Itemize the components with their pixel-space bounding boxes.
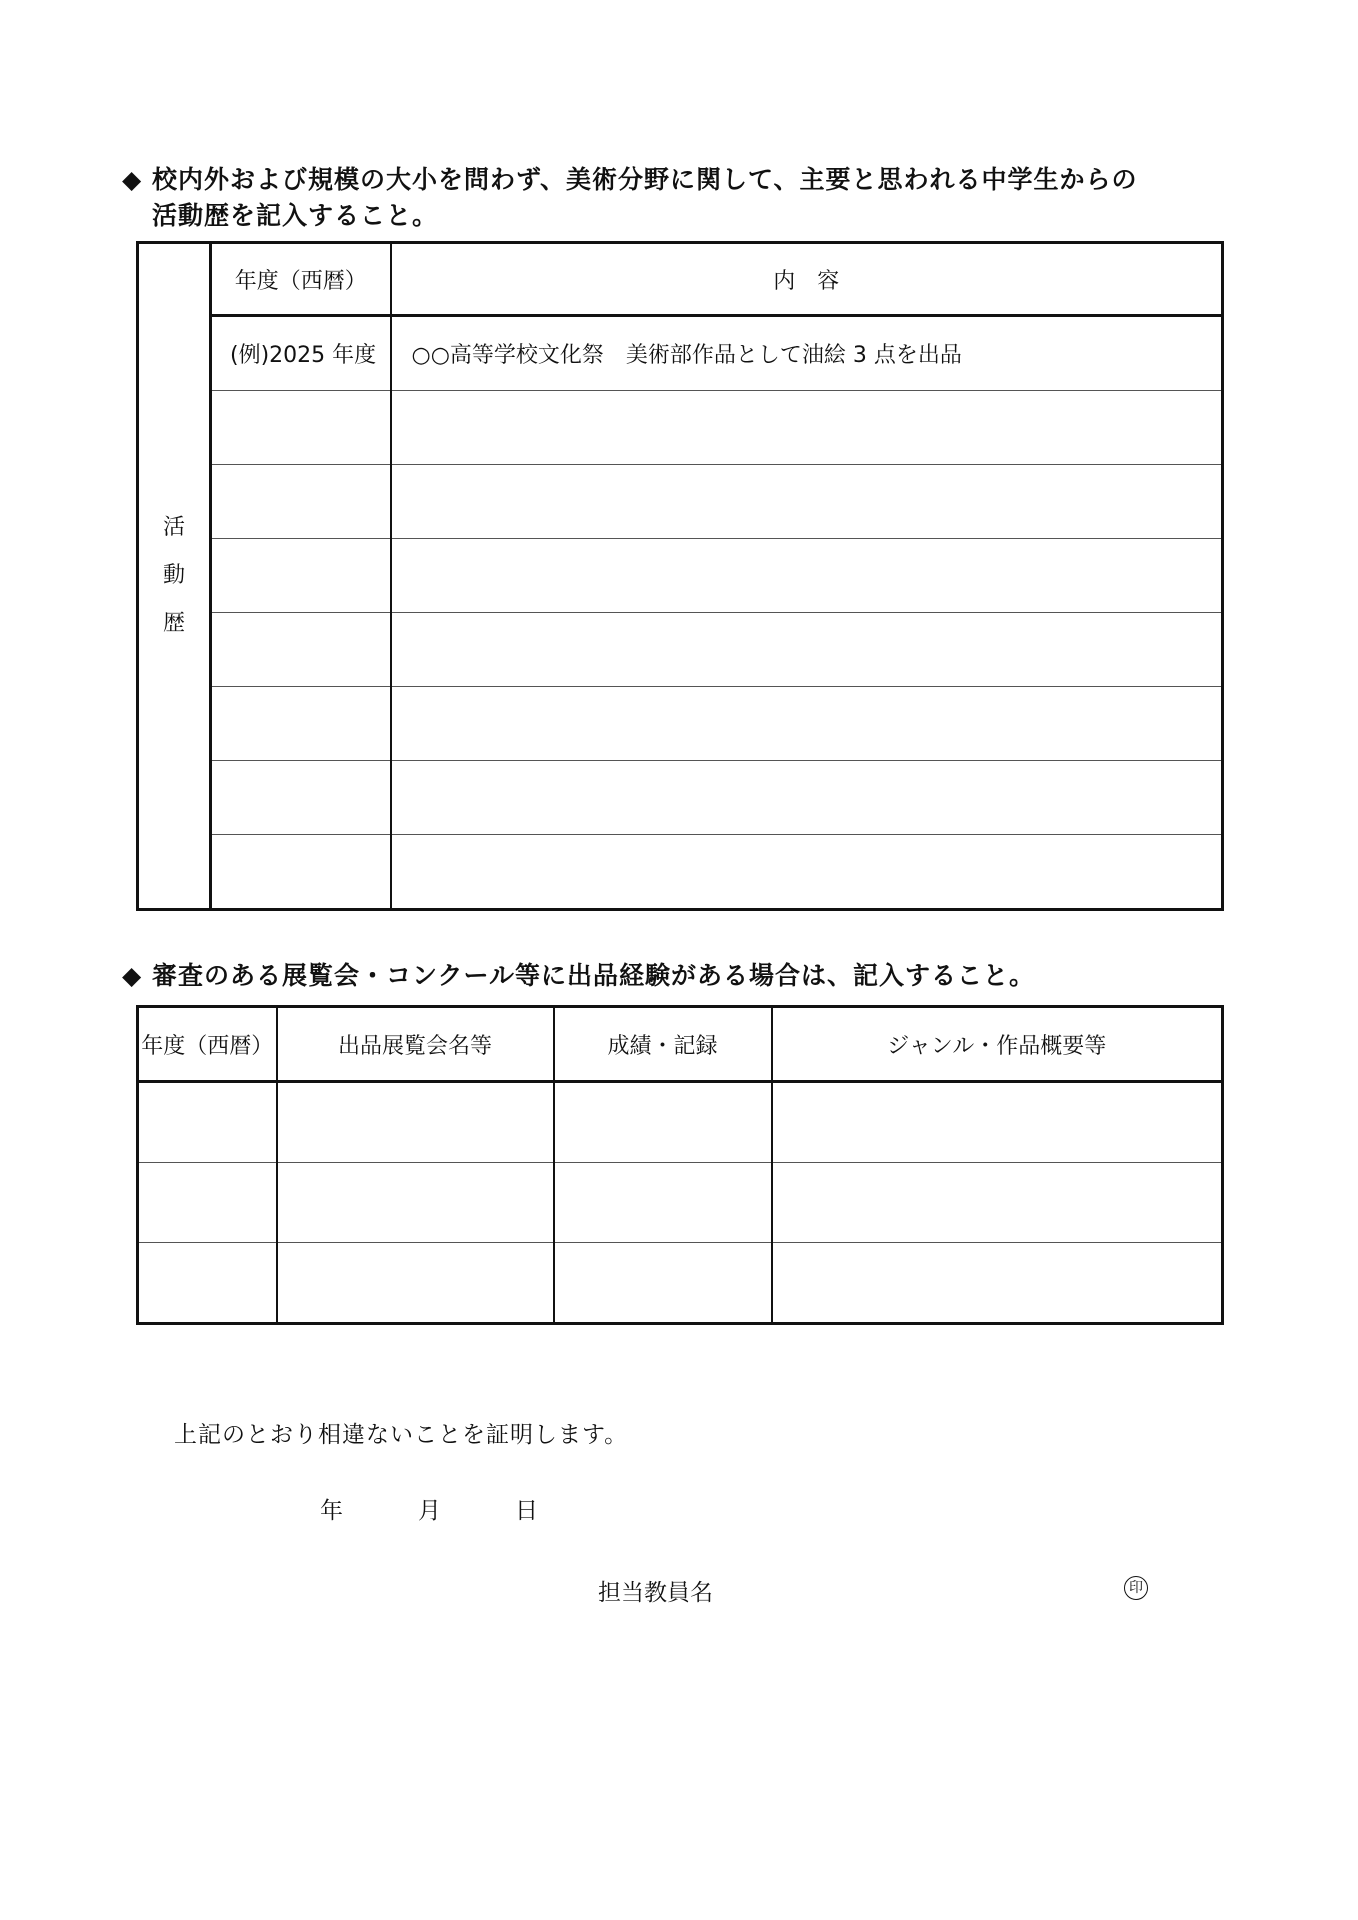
exhibition-name-cell[interactable] xyxy=(277,1163,554,1243)
table-row xyxy=(138,761,1223,835)
activity-history-table xyxy=(136,241,1224,911)
table-row xyxy=(138,316,1223,391)
content-cell[interactable] xyxy=(391,613,1223,687)
table-row xyxy=(138,539,1223,613)
activity-heading-line2: 活動歴を記入すること。 xyxy=(152,201,439,230)
content-cell[interactable] xyxy=(391,391,1223,465)
content-cell[interactable] xyxy=(391,687,1223,761)
content-column-header: 内 容 xyxy=(391,243,1223,316)
table-row xyxy=(138,1163,1223,1243)
year-column-header: 年度（西暦） xyxy=(138,1007,277,1082)
table-row xyxy=(138,687,1223,761)
table-row xyxy=(138,1082,1223,1163)
table-row xyxy=(138,391,1223,465)
date-month-label: 月 xyxy=(418,1498,441,1524)
genre-cell[interactable] xyxy=(772,1082,1223,1163)
exhibition-heading-text: 審査のある展覧会・コンクール等に出品経験がある場合は、記入すること。 xyxy=(152,961,1036,990)
table-row xyxy=(138,613,1223,687)
genre-cell[interactable] xyxy=(772,1243,1223,1324)
date-year-label: 年 xyxy=(320,1498,343,1524)
year-cell[interactable]: (例)2025 年度 xyxy=(211,316,391,391)
result-cell[interactable] xyxy=(554,1082,772,1163)
certification-statement: 上記のとおり相違ないことを証明します。 xyxy=(174,1422,629,1448)
exhibition-section-heading xyxy=(122,958,1202,994)
year-cell[interactable] xyxy=(138,1243,277,1324)
teacher-name-label: 担当教員名 xyxy=(598,1580,713,1606)
activity-section-heading xyxy=(122,162,1202,234)
year-cell[interactable] xyxy=(211,465,391,539)
year-cell[interactable] xyxy=(211,687,391,761)
year-cell[interactable] xyxy=(138,1082,277,1163)
year-cell[interactable] xyxy=(211,761,391,835)
exhibition-name-cell[interactable] xyxy=(277,1082,554,1163)
diamond-bullet-icon: ◆ xyxy=(122,961,143,990)
diamond-bullet-icon: ◆ xyxy=(122,165,143,194)
side-label-char: 歴 xyxy=(162,611,185,636)
content-cell[interactable] xyxy=(391,761,1223,835)
year-cell[interactable] xyxy=(211,613,391,687)
genre-column-header: ジャンル・作品概要等 xyxy=(772,1007,1223,1082)
result-cell[interactable] xyxy=(554,1243,772,1324)
genre-cell[interactable] xyxy=(772,1163,1223,1243)
content-cell[interactable] xyxy=(391,835,1223,910)
year-cell[interactable] xyxy=(138,1163,277,1243)
year-cell[interactable] xyxy=(211,391,391,465)
table-header-row xyxy=(138,1007,1223,1082)
seal-icon: 印 xyxy=(1124,1576,1148,1600)
activity-side-label xyxy=(138,243,211,910)
content-cell[interactable] xyxy=(391,539,1223,613)
date-day-label: 日 xyxy=(515,1498,538,1524)
result-cell[interactable] xyxy=(554,1163,772,1243)
year-cell[interactable] xyxy=(211,835,391,910)
content-cell[interactable]: ○○高等学校文化祭 美術部作品として油絵 3 点を出品 xyxy=(391,316,1223,391)
exhibition-name-column-header: 出品展覧会名等 xyxy=(277,1007,554,1082)
exhibition-name-cell[interactable] xyxy=(277,1243,554,1324)
exhibition-table xyxy=(136,1005,1224,1325)
content-cell[interactable] xyxy=(391,465,1223,539)
side-label-char: 活 xyxy=(162,515,185,540)
activity-heading-line1: 校内外および規模の大小を問わず、美術分野に関して、主要と思われる中学生からの xyxy=(152,165,1138,194)
table-row xyxy=(138,1243,1223,1324)
table-row xyxy=(138,465,1223,539)
table-header-row xyxy=(138,243,1223,316)
side-label-char: 動 xyxy=(162,563,185,588)
result-column-header: 成績・記録 xyxy=(554,1007,772,1082)
year-column-header: 年度（西暦） xyxy=(211,243,391,316)
table-row xyxy=(138,835,1223,910)
year-cell[interactable] xyxy=(211,539,391,613)
